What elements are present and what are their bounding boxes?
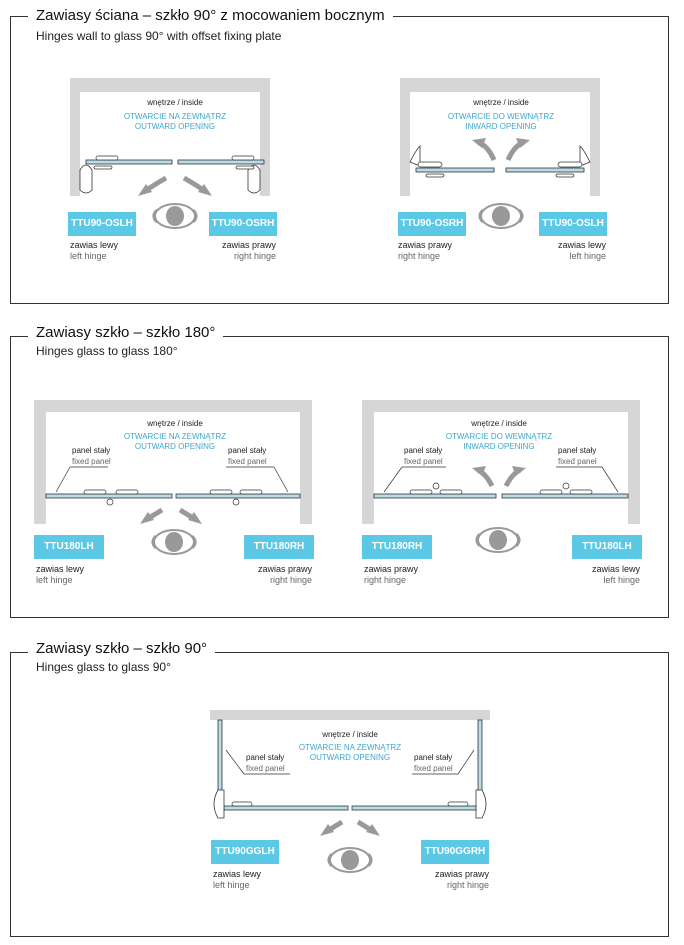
fixed-panel-left: [46, 494, 172, 498]
inside-label: wnętrze / inside: [322, 730, 378, 739]
fixed-panel-label-pl: panel stały: [414, 753, 453, 762]
code-box: TTU90-OSRH: [398, 212, 466, 236]
section-2-title: Zawiasy szkło – szkło 180°: [28, 324, 223, 341]
hinge-label-left: zawias lewy left hinge: [557, 240, 606, 261]
person-top-view-icon: [329, 848, 371, 872]
glass-door-right: [352, 806, 476, 810]
glass-door-left: [86, 160, 172, 164]
person-top-view-icon: [154, 204, 196, 228]
fixed-panel-left: [374, 494, 496, 498]
glass-door-left: [224, 806, 348, 810]
inside-label: wnętrze / inside: [473, 98, 529, 107]
code-box: TTU180LH: [34, 535, 104, 559]
hinge-label-right: zawias prawy right hinge: [221, 240, 276, 261]
opening-label-en: OUTWARD OPENING: [134, 442, 216, 451]
fixed-panel-label-pl: panel stały: [72, 446, 111, 455]
person-top-view-icon: [477, 528, 519, 552]
hinge-label-right: zawias prawy right hinge: [398, 240, 453, 261]
hinge-label-right: zawias prawy right hinge: [364, 564, 419, 585]
hinge-label-left: zawias lewy left hinge: [213, 869, 262, 890]
person-top-view-icon: [480, 204, 522, 228]
glass-door-left: [416, 168, 494, 172]
section-1-title: Zawiasy ściana – szkło 90° z mocowaniem bocznym: [28, 7, 393, 24]
code-box: TTU90GGLH: [211, 840, 279, 864]
person-top-view-icon: [153, 530, 195, 554]
opening-label-pl: OTWARCIE DO WEWNĄTRZ: [447, 112, 555, 121]
code-box: TTU180LH: [572, 535, 642, 559]
code-box: TTU90-OSLH: [539, 212, 607, 236]
section-3-title: Zawiasy szkło – szkło 90°: [28, 640, 215, 657]
glass-door-right: [506, 168, 584, 172]
fixed-panel-label-pl: panel stały: [246, 753, 285, 762]
code-box: TTU90-OSRH: [209, 212, 277, 236]
fixed-panel-right: [176, 494, 300, 498]
inside-label: wnętrze / inside: [147, 419, 203, 428]
hinge-label-right: zawias prawy right hinge: [434, 869, 489, 890]
inside-label: wnętrze / inside: [471, 419, 527, 428]
opening-label-pl: OTWARCIE NA ZEWNĄTRZ: [298, 743, 402, 752]
fixed-panel-label-en: fixed panel: [246, 764, 285, 773]
hinge-label-left: zawias lewy left hinge: [70, 240, 119, 261]
section-1-subtitle: Hinges wall to glass 90° with offset fixing plate: [36, 29, 282, 43]
code-box: TTU90-OSLH: [68, 212, 136, 236]
fixed-panel-label-pl: panel stały: [558, 446, 597, 455]
fixed-panel-right: [502, 494, 628, 498]
section-3-subtitle: Hinges glass to glass 90°: [36, 660, 171, 674]
opening-label-en: INWARD OPENING: [465, 122, 537, 131]
glass-door-right: [178, 160, 264, 164]
hinge-label-left: zawias lewy left hinge: [36, 564, 85, 585]
fixed-panel-label-en: fixed panel: [228, 457, 267, 466]
opening-label-pl: OTWARCIE DO WEWNĄTRZ: [445, 432, 553, 441]
inside-label: wnętrze / inside: [147, 98, 203, 107]
fixed-panel-label-en: fixed panel: [558, 457, 597, 466]
opening-label-en: OUTWARD OPENING: [309, 753, 391, 762]
opening-label-en: INWARD OPENING: [463, 442, 535, 451]
fixed-panel-label-pl: panel stały: [404, 446, 443, 455]
opening-label-en: OUTWARD OPENING: [134, 122, 216, 131]
code-box: TTU180RH: [362, 535, 432, 559]
code-box: TTU90GGRH: [421, 840, 489, 864]
fixed-panel-label-en: fixed panel: [72, 457, 111, 466]
hinge-label-right: zawias prawy right hinge: [257, 564, 312, 585]
hinge-label-left: zawias lewy left hinge: [591, 564, 640, 585]
opening-label-pl: OTWARCIE NA ZEWNĄTRZ: [123, 432, 227, 441]
fixed-panel-label-pl: panel stały: [228, 446, 267, 455]
fixed-panel-label-en: fixed panel: [404, 457, 443, 466]
code-box: TTU180RH: [244, 535, 314, 559]
section-2-subtitle: Hinges glass to glass 180°: [36, 344, 178, 358]
fixed-panel-label-en: fixed panel: [414, 764, 453, 773]
opening-label-pl: OTWARCIE NA ZEWNĄTRZ: [123, 112, 227, 121]
